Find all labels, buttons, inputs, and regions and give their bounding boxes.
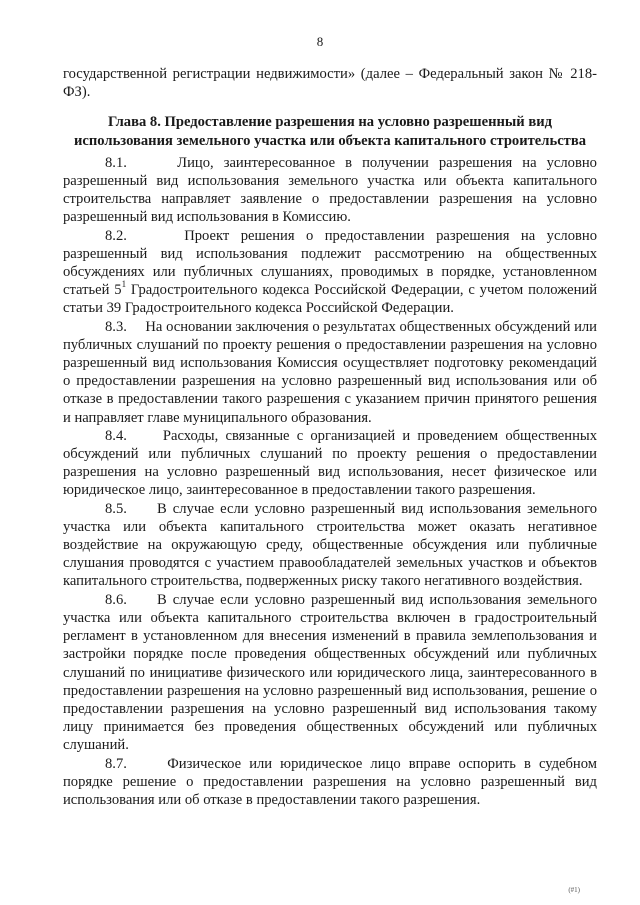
paragraph-number: 8.3. [105, 318, 127, 335]
paragraph-text: В случае если условно разрешенный вид использования земельного участка или объекта капитального строительства может оказать негативное воздействие на окружающую среду, общественные обсуждения или публичные слушания проводятся с участием правообладателей земельных участков и объектов капитального строительства, подверженных риску такого негативного воздействия. [63, 500, 597, 590]
paragraph-8-1 [63, 154, 597, 227]
paragraph-8-4 [63, 427, 597, 500]
paragraph-number: 8.2. [105, 227, 127, 244]
paragraph-text: Лицо, заинтересованное в получении разрешения на условно разрешенный вид использования земельного участка или объекта капитального строительства направляет заявление о предоставлении разрешения на условно разрешенный вид использования в Комиссию. [63, 154, 597, 226]
page-content [63, 65, 597, 809]
paragraph-text: Физическое или юридическое лицо вправе оспорить в судебном порядке решение о предоставлении разрешения на условно разрешенный вид использования или об отказе в предоставлении такого разрешения. [63, 755, 597, 808]
paragraph-number: 8.5. [105, 500, 127, 517]
paragraph-text: Градостроительного кодекса Российской Федерации, с учетом положений статьи 39 Градостроительного кодекса Российской Федерации. [63, 282, 598, 317]
paragraph-text: В случае если условно разрешенный вид использования земельного участка или объекта капитального строительства включен в градостроительный регламент в установленном для внесения изменений в правила землепользования и застройки порядке после проведения общественных обсуждений или публичных слушаний по инициативе физического или юридического лица, заинтересованного в предоставлении разрешения на условно разрешенный вид использования, решение о предоставлении разрешения на условно разрешенный вид использования такому лицу принимается без проведения общественных обсуждений или публичных слушаний. [63, 591, 597, 754]
paragraph-8-2 [63, 227, 597, 318]
chapter-title: Глава 8. Предоставление разрешения на условно разрешенный вид использования земельного участка или объекта капитального строительства [73, 114, 587, 149]
paragraph-8-6 [63, 591, 597, 755]
paragraph-number: 8.4. [105, 427, 127, 444]
paragraph-number: 8.1. [105, 154, 127, 171]
paragraph-8-5 [63, 500, 597, 591]
paragraph-number: 8.6. [105, 591, 127, 608]
paragraph-8-3 [63, 318, 597, 427]
superscript: 1 [121, 279, 127, 290]
paragraph-text: Проект решения о предоставлении разрешения на условно разрешенный вид использования подлежит рассмотрению на общественных обсуждениях или публичных слушаниях, проводимых в порядке, установленном статьей 5 [63, 227, 597, 299]
paragraph-8-7 [63, 755, 597, 810]
footer-mark: (#1) [568, 885, 580, 894]
paragraph-text: На основании заключения о результатах общественных обсуждений или публичных слушаний по проекту решения о предоставлении разрешения на условно разрешенный вид использования Комиссия осуществляет подготовку рекомендаций о предоставлении разрешения на условно разрешенный вид использования или об отказе в предоставлении такого разрешения с указанием причин принятого решения и направляет главе муниципального образования. [63, 318, 597, 426]
page-number: 8 [316, 34, 324, 49]
lead-paragraph: государственной регистрации недвижимости» (далее – Федеральный закон № 218-ФЗ). [63, 66, 597, 101]
paragraph-number: 8.7. [105, 755, 127, 772]
paragraph-text: Расходы, связанные с организацией и проведением общественных обсуждений или публичных слушаний по проекту решения о предоставлении разрешения на условно разрешенный вид использования, несет физическое или юридическое лицо, заинтересованное в предоставлении такого разрешения. [63, 427, 597, 499]
